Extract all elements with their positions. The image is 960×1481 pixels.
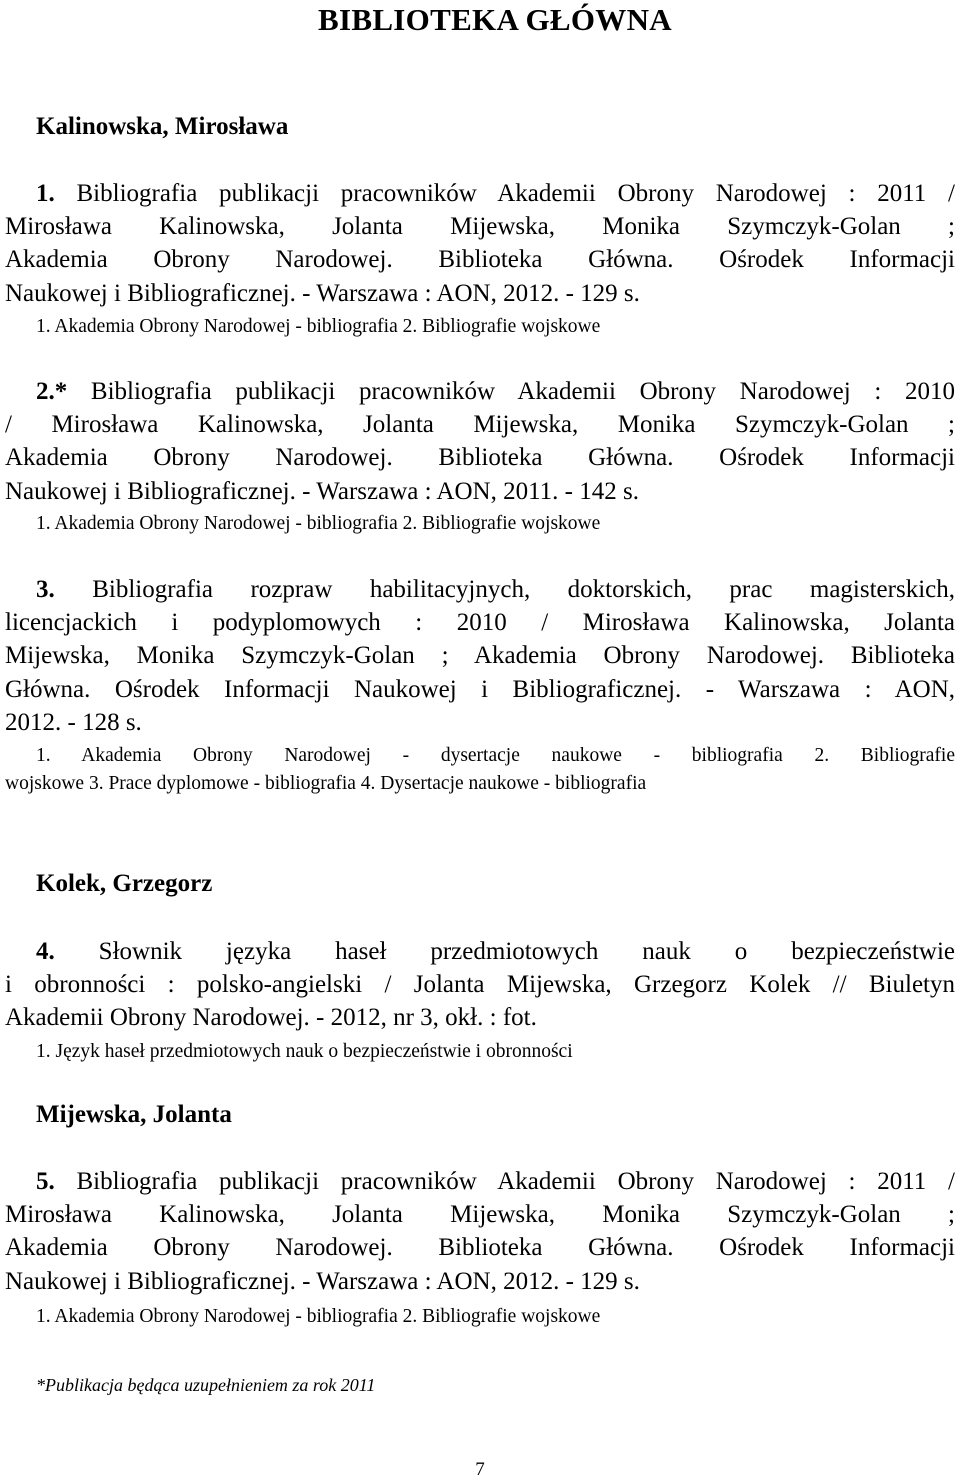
entry-line: i obronności : polsko-angielski / Jolanta Mijewska, Grzegorz Kolek // Biuletyn xyxy=(5,971,955,999)
entry-line: 4. Słownik języka haseł przedmiotowych nauk o bezpieczeństwie xyxy=(36,938,955,965)
entry-line: 5. Bibliografia publikacji pracowników Akademii Obrony Narodowej : 2011 / xyxy=(36,1168,955,1195)
entry-line: 3. Bibliografia rozpraw habilitacyjnych, doktorskich, prac magisterskich, xyxy=(36,576,955,603)
author-heading: Kolek, Grzegorz xyxy=(36,870,213,897)
entry-line: 2012. - 128 s. xyxy=(5,708,142,736)
entry-line: 1. Bibliografia publikacji pracowników Akademii Obrony Narodowej : 2011 / xyxy=(36,180,955,207)
bibliography-entry xyxy=(5,177,955,310)
subject-headings xyxy=(36,313,956,341)
entry-line: Mirosława Kalinowska, Jolanta Mijewska, Monika Szymczyk-Golan ; xyxy=(5,213,955,241)
bibliography-entry xyxy=(5,375,955,508)
entry-line: 2.* Bibliografia publikacji pracowników Akademii Obrony Narodowej : 2010 xyxy=(36,378,955,405)
footnote: *Publikacja będąca uzupełnieniem za rok 2011 xyxy=(36,1375,376,1395)
subject-headings xyxy=(36,510,956,538)
subject-headings xyxy=(5,742,956,798)
author-heading: Mijewska, Jolanta xyxy=(36,1101,232,1128)
entry-line: Akademia Obrony Narodowej. Biblioteka Główna. Ośrodek Informacji xyxy=(5,444,955,472)
bibliography-entry xyxy=(5,1165,955,1298)
page-number: 7 xyxy=(475,1459,485,1480)
subject-headings xyxy=(36,1038,956,1066)
entry-number: 5. xyxy=(36,1168,55,1195)
subject-line: 1. Akademia Obrony Narodowej - bibliografia 2. Bibliografie wojskowe xyxy=(36,1306,601,1327)
page-title: BIBLIOTEKA GŁÓWNA xyxy=(318,2,672,37)
subject-headings xyxy=(36,1303,956,1331)
entry-line: Naukowej i Bibliograficznej. - Warszawa : AON, 2011. - 142 s. xyxy=(5,477,639,505)
entry-line: Mirosława Kalinowska, Jolanta Mijewska, Monika Szymczyk-Golan ; xyxy=(5,1201,955,1229)
author-heading: Kalinowska, Mirosława xyxy=(36,113,289,140)
entry-number: 3. xyxy=(36,576,55,603)
entry-line: licencjackich i podyplomowych : 2010 / Mirosława Kalinowska, Jolanta xyxy=(5,609,955,637)
entry-line: Główna. Ośrodek Informacji Naukowej i Bibliograficznej. - Warszawa : AON, xyxy=(5,675,955,703)
subject-line: 1. Akademia Obrony Narodowej - bibliografia 2. Bibliografie wojskowe xyxy=(36,316,601,337)
bibliography-entry xyxy=(5,573,955,739)
entry-line: Mijewska, Monika Szymczyk-Golan ; Akademia Obrony Narodowej. Biblioteka xyxy=(5,642,955,670)
entry-number: 1. xyxy=(36,180,55,207)
entry-number: 2.* xyxy=(36,378,68,405)
entry-line: Akademia Obrony Narodowej. Biblioteka Główna. Ośrodek Informacji xyxy=(5,1234,955,1262)
subject-line: 1. Akademia Obrony Narodowej - bibliografia 2. Bibliografie wojskowe xyxy=(36,513,601,534)
subject-line: 1. Akademia Obrony Narodowej - dysertacje naukowe - bibliografia 2. Bibliografie xyxy=(36,745,955,766)
entry-line: Akademia Obrony Narodowej. Biblioteka Główna. Ośrodek Informacji xyxy=(5,246,955,274)
entry-line: Akademii Obrony Narodowej. - 2012, nr 3, okł. : fot. xyxy=(5,1004,537,1032)
entry-line: Naukowej i Bibliograficznej. - Warszawa : AON, 2012. - 129 s. xyxy=(5,279,640,307)
entry-line: / Mirosława Kalinowska, Jolanta Mijewska, Monika Szymczyk-Golan ; xyxy=(5,411,955,439)
bibliography-entry xyxy=(5,935,955,1035)
entry-number: 4. xyxy=(36,938,55,965)
entry-line: Naukowej i Bibliograficznej. - Warszawa : AON, 2012. - 129 s. xyxy=(5,1267,640,1295)
subject-line: 1. Język haseł przedmiotowych nauk o bezpieczeństwie i obronności xyxy=(36,1041,573,1062)
subject-line: wojskowe 3. Prace dyplomowe - bibliografia 4. Dysertacje naukowe - bibliografia xyxy=(5,773,647,794)
